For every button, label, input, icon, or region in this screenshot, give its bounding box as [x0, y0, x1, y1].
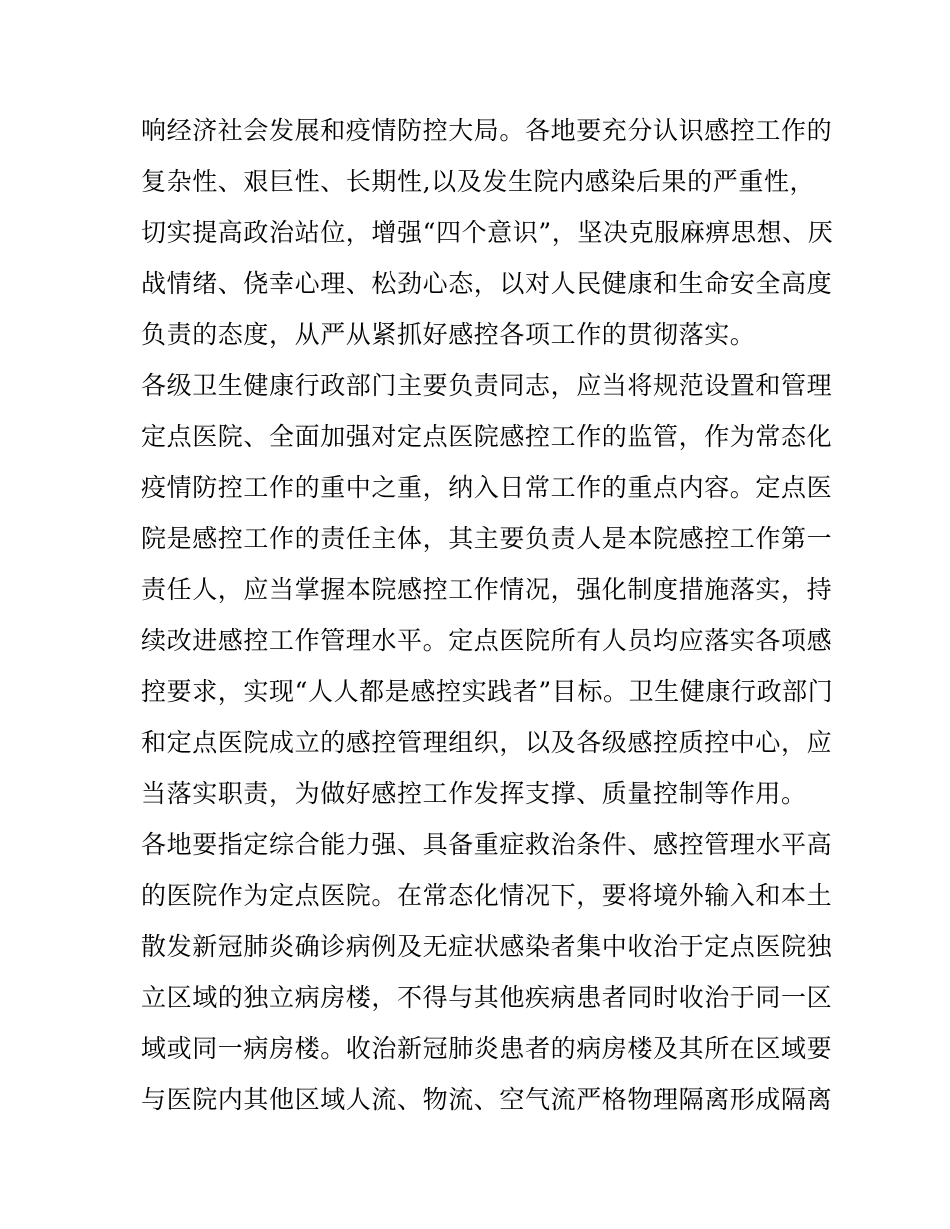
text-line: 切实提高政治站位，增强“四个意识”，坚决克服麻痹思想、厌: [141, 218, 834, 247]
text-line: 疫情防控工作的重中之重，纳入日常工作的重点内容。定点医: [141, 473, 833, 502]
text-line: 散发新冠肺炎确诊病例及无症状感染者集中收治于定点医院独: [141, 932, 833, 961]
text-line: 当落实职责，为做好感控工作发挥支撑、质量控制等作用。: [141, 779, 807, 808]
body-text: [141, 105, 834, 1125]
text-line: 的医院作为定点医院。在常态化情况下，要将境外输入和本土: [141, 881, 833, 910]
text-line: 域或同一病房楼。收治新冠肺炎患者的病房楼及其所在区域要: [141, 1034, 833, 1063]
text-line: 院是感控工作的责任主体，其主要负责人是本院感控工作第一: [141, 524, 833, 553]
text-line: 续改进感控工作管理水平。定点医院所有人员均应落实各项感: [141, 626, 833, 655]
text-line: 各地要指定综合能力强、具备重症救治条件、感控管理水平高: [141, 830, 833, 859]
text-line: 责任人，应当掌握本院感控工作情况，强化制度措施落实，持: [141, 575, 833, 604]
text-line: 立区域的独立病房楼，不得与其他疾病患者同时收治于同一区: [141, 983, 833, 1012]
text-line: 各级卫生健康行政部门主要负责同志，应当将规范设置和管理: [141, 371, 833, 400]
text-line: 战情绪、侥幸心理、松劲心态，以对人民健康和生命安全高度: [141, 269, 833, 298]
text-line: 复杂性、艰巨性、长期性,以及发生院内感染后果的严重性，: [141, 167, 816, 196]
text-line: 定点医院、全面加强对定点医院感控工作的监管，作为常态化: [141, 422, 833, 451]
text-line: 控要求，实现“人人都是感控实践者”目标。卫生健康行政部门: [141, 677, 834, 706]
text-line: 与医院内其他区域人流、物流、空气流严格物理隔离形成隔离: [141, 1085, 833, 1114]
text-line: 负责的态度，从严从紧抓好感控各项工作的贯彻落实。: [141, 320, 756, 349]
text-line: 响经济社会发展和疫情防控大局。各地要充分认识感控工作的: [141, 116, 833, 145]
text-line: 和定点医院成立的感控管理组织，以及各级感控质控中心，应: [141, 728, 833, 757]
